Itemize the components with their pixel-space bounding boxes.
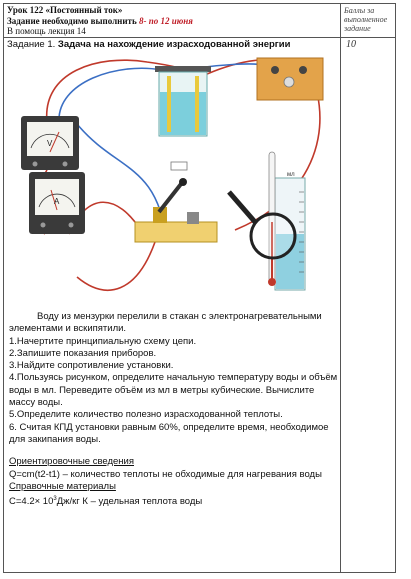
task-step-4: 4.Пользуясь рисунком, определите начальную температуру воды и объём воды в мл. Переведите объём из мл в метры кубические. Вычислите массу воды. [9,372,338,409]
circuit-illustration [7,52,337,297]
task-step-1: 1.Начертите принципиальную схему цепи. [9,335,197,347]
header-divider [4,37,395,38]
heat-formula: Q=cm(t2-t1) – количество теплоты не обходимые для нагревания воды [9,468,322,480]
reference-materials-heading: Справочные материалы [9,480,116,492]
reference-heading: Ориентировочные сведения [9,456,134,468]
task-step-2: 2.Запишите показания приборов. [9,347,157,359]
worksheet-table [3,3,396,573]
task-intro: Воду из мензурки перелили в стакан с электронагревательными элементами и вскипятили. [9,311,322,335]
knife-switch [135,178,217,242]
task-text [9,311,339,509]
task-title: Задача на нахождение израсходованной энергии [57,39,291,50]
task-step-6: 6. Считая КПД установки равным 60%, определите время, необходимое для закипания воды. [9,421,329,445]
task-score: 10 [346,39,356,50]
task-deadline-dates: 8- по 12 июня [138,15,193,26]
ammeter-letter: A [54,197,60,206]
ammeter [29,172,85,234]
column-divider [340,4,341,572]
lamp-board [257,58,323,100]
constant-suffix: Дж/кг К – удельная теплота воды [56,496,203,508]
score-column-title: Баллы за выполненное задание [344,6,388,33]
task-step-5: 5.Определите количество полезно израсходованной теплоты. [9,409,283,421]
heating-beaker [155,66,211,136]
header-info [7,5,337,37]
voltmeter [21,116,79,170]
cylinder-unit: мл [287,172,295,178]
specific-heat-constant [9,493,339,508]
task-step-3: 3.Найдите сопротивление установки. [9,360,174,372]
voltmeter-letter: V [47,139,53,148]
help-reference: В помощь лекция 14 [7,26,86,36]
task-number: Задание 1. [7,39,56,50]
task-deadline-prefix: Задание необходимо выполнить [7,15,137,26]
task-heading [7,39,290,50]
constant-prefix: C=4.2× 10 [9,496,54,508]
lesson-title: Урок 122 «Постоянный ток» [7,5,123,15]
switch-symbol [171,162,187,170]
constant-exponent: 3 [53,496,57,503]
